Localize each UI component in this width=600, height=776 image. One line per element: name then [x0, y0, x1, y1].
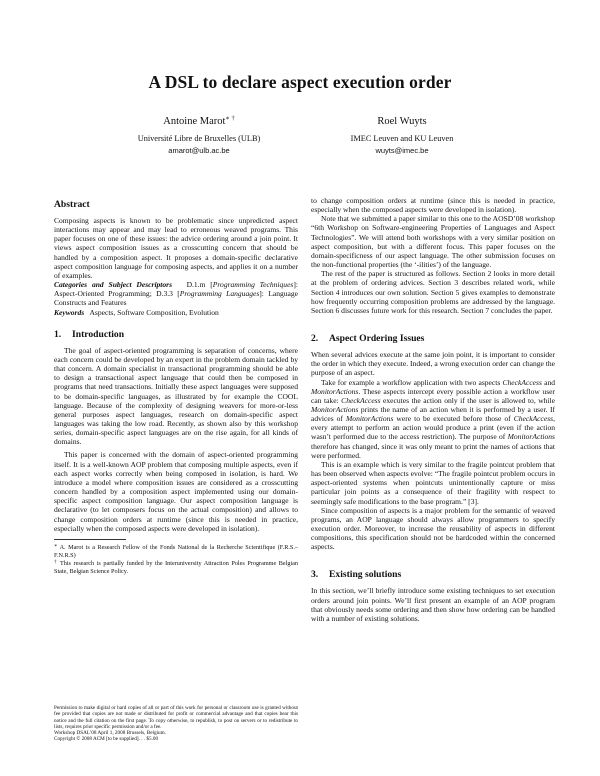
right-column — [311, 196, 555, 623]
left-column — [54, 199, 298, 576]
ordering-paragraph-2: Take for example a workflow application with two aspects CheckAccess and MonitorActions. These aspects intercept every possible action a workflow user can take: CheckAccess executes the action only if the user is allowed to, while MonitorActions prints the name of an action when it is performed by a user. If advices of MonitorActions were to be executed before those of CheckAccess, every attempt to perform an action would produce a print (even if the action wasn’t performed due to the access restriction). The purpose of MonitorActions therefore has changed, since it was only meant to print the names of actions that were performed. — [311, 377, 555, 460]
footnote-2: † This research is partially funded by the Interuniversity Attraction Poles Programme Belgian State, Belgian Science Policy. — [54, 560, 299, 576]
intro-paragraph-3: Note that we submitted a paper similar to this one to the AOSD’08 workshop “6th Workshop on Software-engineering Properties of Languages and Aspect Technologies”. We will attend both workshops with a very similar position on aspect composition, but with a different focus. This paper focuses on the domain-specificness of our aspect language. The other submission focuses on the non-functional properties (the ‘-ilities’) of the language. — [311, 214, 555, 270]
section-heading-aspect-ordering: 2. Aspect Ordering Issues — [311, 333, 425, 345]
abstract-heading: Abstract — [54, 199, 90, 210]
author-email: wuyts@imec.be — [375, 145, 429, 155]
ordering-paragraph-4: Since composition of aspects is a major problem for the semantic of weaved programs, an AOP language should always allow programmers to specify execution order. Moreover, to increase the reusability of aspects in different compositions, this specification should not be hardcoded within the concerned aspects. — [311, 505, 555, 552]
author-name: Roel Wuyts — [377, 116, 427, 127]
abstract-text: Composing aspects is known to be problematic since unpredicted aspect interactions may appear and may lead to erroneous weaved programs. This paper focuses on one of these issues: the advice ordering around a join point. It views aspect composition issues as a crosscutting concern that should be handled by a composition aspect. It proposes a domain-specific declarative aspect composition language for composing aspects, and applies it on a number of examples. — [54, 216, 298, 280]
keywords: Keywords Aspects, Software Composition, Evolution — [54, 307, 219, 317]
intro-paragraph-4: The rest of the paper is structured as follows. Section 2 looks in more detail at the problem of ordering advices. Section 3 describes related work, while Section 4 introduces our own solution. Section 5 gives examples to demonstrate how frequently occurring composition problems are addressed by the language. Section 6 discusses future work for this research. Section 7 concludes the paper. — [311, 269, 555, 315]
section-heading-existing-solutions: 3. Existing solutions — [311, 569, 402, 581]
paper-title: A DSL to declare aspect execution order — [148, 72, 452, 92]
intro-paragraph-2: This paper is concerned with the domain of aspect-oriented programming itself. It is a well-known AOP problem that composing multiple aspects, even if each aspect works correctly when being composed in isolation, is hard. We introduce a model where composition issues are considered as a crosscutting concern handled by a composition aspect implemented using our domain-specific aspect composition language. Our aspect composition language is declarative (to let composers focus on the actual composition) and allows to change composition orders at runtime (since this is needed in practice, especially when the composed aspects were developed in isolation). — [54, 450, 298, 533]
permission-notice: Permission to make digital or hard copies of all or part of this work for personal or classroom use is granted without fee provided that copies are not made or distributed for profit or commercial advantage and that copies bear this notice and the full citation on the first page. To copy otherwise, to republish, to post on servers or to redistribute to lists, requires prior specific permission and/or a fee. Workshop DSAL’08 April 1, 2008 Brussels, Belgium. Copyright © 2008 ACM [to be supplied]. . . $5.00 — [54, 705, 298, 743]
footnote-1: ∗ A. Marot is a Research Fellow of the Fonds National de la Recherche Scientifique (F.R.S.–F.N.R.S) — [54, 543, 298, 559]
author-name: Antoine Marot∗ † — [163, 115, 235, 127]
author-block-2 — [282, 112, 522, 156]
categories-descriptors: Categories and Subject Descriptors D.1.m [Programming Techniques]: Aspect-Oriented Programming; D.3.3 [Programming Languages]: Language Constructs and Features — [54, 280, 298, 308]
workshop-line: Workshop DSAL’08 April 1, 2008 Brussels, Belgium. — [54, 730, 166, 737]
intro-paragraph-1: The goal of aspect-oriented programming is separation of concerns, where each concern could be developed by an expert in the problem domain tackled by that concern. A domain specialist in transactional programming should be able to design a transactional aspect language that could then be composed in programs that need transactions. Initially these aspect languages were supposed to be domain-specific languages, as illustrated by for example the COOL language. Because of the complexity of designing weavers for more-or-less general purposes aspect languages, research on domain-specific aspect languages was taking the low road. Recently, as shown also by this workshop series, domain-specific aspect languages are on the rise again, for all kinds of domains. — [54, 345, 298, 447]
ordering-paragraph-3: This is an example which is very similar to the fragile pointcut problem that has been observed when aspects evolve: “The fragile pointcut problem occurs in aspect-oriented systems when pointcuts unintentionally capture or miss particular join points as a consequence of their fragility with respect to seemingly safe modifications to the base program.” [3]. — [311, 459, 555, 506]
author-email: amarot@ulb.ac.be — [168, 145, 230, 155]
ordering-paragraph-1: When several advices execute at the same join point, it is important to consider the order in which they execute. Indeed, a wrong execution order can change the purpose of an aspect. — [311, 350, 555, 378]
footnote-rule — [54, 539, 126, 540]
copyright-line: Copyright © 2008 ACM [to be supplied]. . . $5.00 — [54, 736, 159, 743]
existing-paragraph-1: In this section, we’ll briefly introduce some existing techniques to set execution orders around join points. We’ll first present an example of an AOP program that obviously needs some ordering and then show how ordering can be handled with a number of existing solutions. — [311, 586, 555, 623]
intro-paragraph-2-continued: to change composition orders at runtime (since this is needed in practice, especially when the composed aspects were developed in isolation). — [311, 196, 555, 215]
section-heading-introduction: 1. Introduction — [54, 328, 125, 340]
author-affiliation: IMEC Leuven and KU Leuven — [350, 134, 454, 143]
author-footnote-marks: ∗ † — [225, 115, 235, 122]
author-affiliation: Université Libre de Bruxelles (ULB) — [137, 134, 261, 143]
